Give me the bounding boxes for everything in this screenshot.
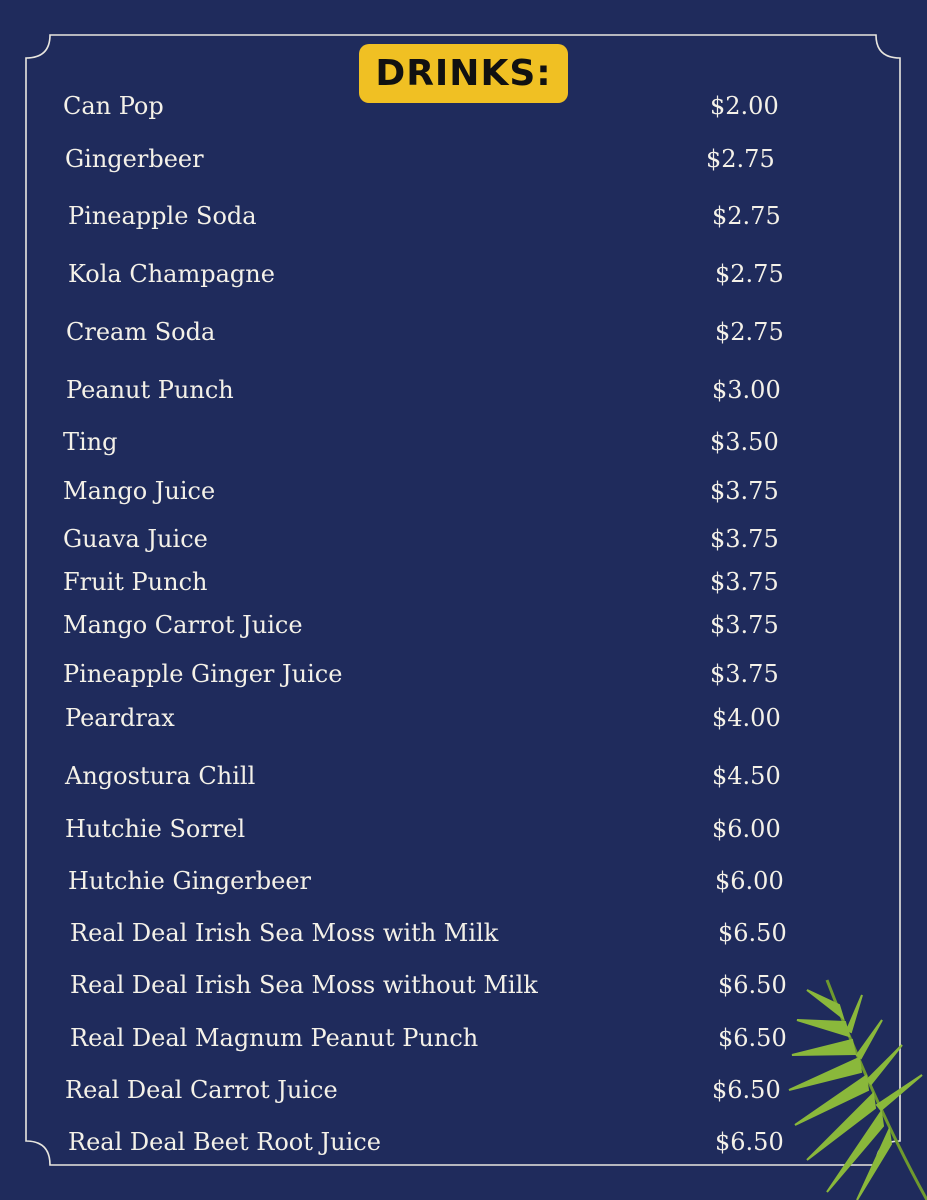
drink-price: $2.75 (715, 260, 784, 288)
drink-price: $6.00 (715, 867, 784, 895)
drink-name: Hutchie Gingerbeer (68, 867, 312, 895)
drink-name: Angostura Chill (65, 762, 256, 790)
drink-name: Real Deal Irish Sea Moss with Milk (70, 919, 499, 947)
drink-name: Real Deal Beet Root Juice (68, 1128, 381, 1156)
drink-price: $3.75 (710, 568, 779, 596)
drink-name: Hutchie Sorrel (65, 815, 246, 843)
drink-name: Fruit Punch (63, 568, 208, 596)
drink-name: Ting (63, 428, 118, 456)
drink-price: $4.50 (712, 762, 781, 790)
drink-name: Guava Juice (63, 525, 208, 553)
drink-price: $3.00 (712, 376, 781, 404)
drink-price: $3.75 (710, 611, 779, 639)
drink-price: $6.00 (712, 815, 781, 843)
drink-name: Peardrax (65, 704, 175, 732)
menu-title: DRINKS: (375, 53, 552, 94)
drink-price: $4.00 (712, 704, 781, 732)
drink-price: $6.50 (718, 919, 787, 947)
drink-price: $3.50 (710, 428, 779, 456)
drink-price: $2.75 (706, 145, 775, 173)
drink-price: $3.75 (710, 660, 779, 688)
drink-name: Gingerbeer (65, 145, 204, 173)
drink-price: $6.50 (712, 1076, 781, 1104)
drink-name: Mango Juice (63, 477, 216, 505)
drink-name: Can Pop (63, 92, 164, 120)
drink-name: Real Deal Carrot Juice (65, 1076, 338, 1104)
drink-price: $3.75 (710, 525, 779, 553)
drink-price: $6.50 (718, 971, 787, 999)
palm-leaf-icon (787, 960, 927, 1200)
drink-name: Kola Champagne (68, 260, 275, 288)
drink-name: Cream Soda (66, 318, 216, 346)
drink-price: $2.75 (715, 318, 784, 346)
drink-name: Pineapple Ginger Juice (63, 660, 343, 688)
drink-price: $6.50 (715, 1128, 784, 1156)
drink-name: Mango Carrot Juice (63, 611, 303, 639)
drink-price: $2.75 (712, 202, 781, 230)
drink-price: $2.00 (710, 92, 779, 120)
drink-price: $3.75 (710, 477, 779, 505)
drink-name: Peanut Punch (66, 376, 234, 404)
drink-name: Pineapple Soda (68, 202, 257, 230)
menu-title-badge (359, 44, 568, 103)
drink-name: Real Deal Irish Sea Moss without Milk (70, 971, 538, 999)
drink-name: Real Deal Magnum Peanut Punch (70, 1024, 479, 1052)
drink-price: $6.50 (718, 1024, 787, 1052)
